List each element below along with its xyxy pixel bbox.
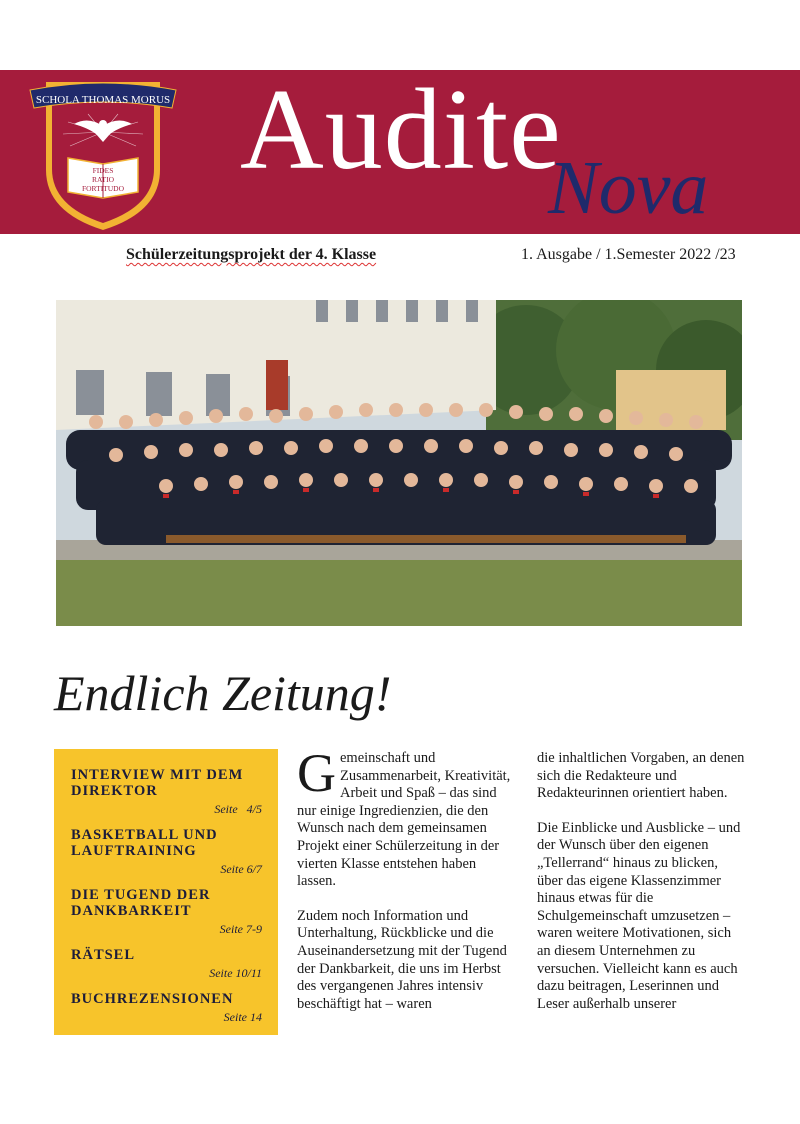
svg-text:SCHOLA THOMAS MORUS: SCHOLA THOMAS MORUS (35, 94, 171, 106)
toc-item-title: BASKETBALL UND LAUFTRAINING (71, 827, 218, 859)
newspaper-title: Audite (240, 66, 562, 194)
article-paragraph: Die Einblicke und Ausblicke – und der Wunsch über den eigenen „Tellerrand“ hinaus zu blicken, über das eigene Klassenzimmer hinaus etwas für die Schulgemeinschaft umzusetzen – waren weitere Motivationen, sich an diesem Unternehmen zu versuchen. Vielleicht kann es auch dazu beitragen, Leserinnen und Leser außerhalb unserer (537, 819, 741, 1012)
toc-item-page: Seite 6/7 (220, 862, 262, 876)
school-crest-logo (28, 72, 178, 232)
toc-item-title: RÄTSEL (71, 947, 136, 963)
project-subtitle: Schülerzeitungsprojekt der 4. Klasse (126, 246, 377, 263)
class-group-photo (56, 300, 742, 626)
drop-cap: G (297, 743, 336, 803)
paragraph-text: emeinschaft und Zusammenarbeit, Kreativität, Arbeit und Spaß – das sind nur einige Ingredienzien, die den Wunsch nach dem gemeinsamen Projekt einer Schülerzeitung in der vierten Klasse entstehen haben lassen. (297, 750, 511, 890)
toc-item-title: BUCHREZENSIONEN (71, 991, 234, 1007)
toc-item-dankbarkeit[interactable] (71, 887, 262, 937)
article-paragraph (297, 743, 511, 891)
toc-item-basketball[interactable] (71, 827, 262, 877)
toc-item-title: DIE TUGEND DER DANKBARKEIT (71, 887, 211, 919)
article-column-2 (537, 750, 747, 1030)
svg-text:FORTITUDO: FORTITUDO (81, 184, 125, 193)
article-paragraph: Zudem noch Information und Unterhaltung, Rückblicke und die Auseinandersetzung mit der Tugend der Dankbarkeit, die uns im Herbst des vergangenen Jahres intensiv beschäftigt hat – waren (297, 907, 507, 1012)
toc-item-title: INTERVIEW MIT DEM DIREKTOR (71, 767, 244, 799)
article-column-1 (297, 743, 511, 1030)
svg-text:FIDES: FIDES (92, 166, 114, 175)
svg-text:RATIO: RATIO (91, 175, 115, 184)
issue-info: 1. Ausgabe / 1.Semester 2022 /23 (521, 246, 736, 263)
toc-item-interview[interactable] (71, 767, 262, 817)
table-of-contents (54, 749, 278, 1035)
toc-item-page: Seite 7-9 (219, 922, 262, 936)
toc-item-page: Seite 4/5 (214, 802, 262, 816)
article-headline: Endlich Zeitung! (54, 665, 392, 721)
article-paragraph: die inhaltlichen Vorgaben, an denen sich die Redakteure und Redakteurinnen orientiert haben. (537, 750, 745, 802)
toc-item-raetsel[interactable] (71, 947, 262, 981)
toc-item-buchrezensionen[interactable] (71, 991, 262, 1025)
toc-item-page: Seite 14 (223, 1010, 262, 1024)
toc-item-page: Seite 10/11 (209, 966, 262, 980)
newspaper-title-accent: Nova (548, 146, 709, 230)
